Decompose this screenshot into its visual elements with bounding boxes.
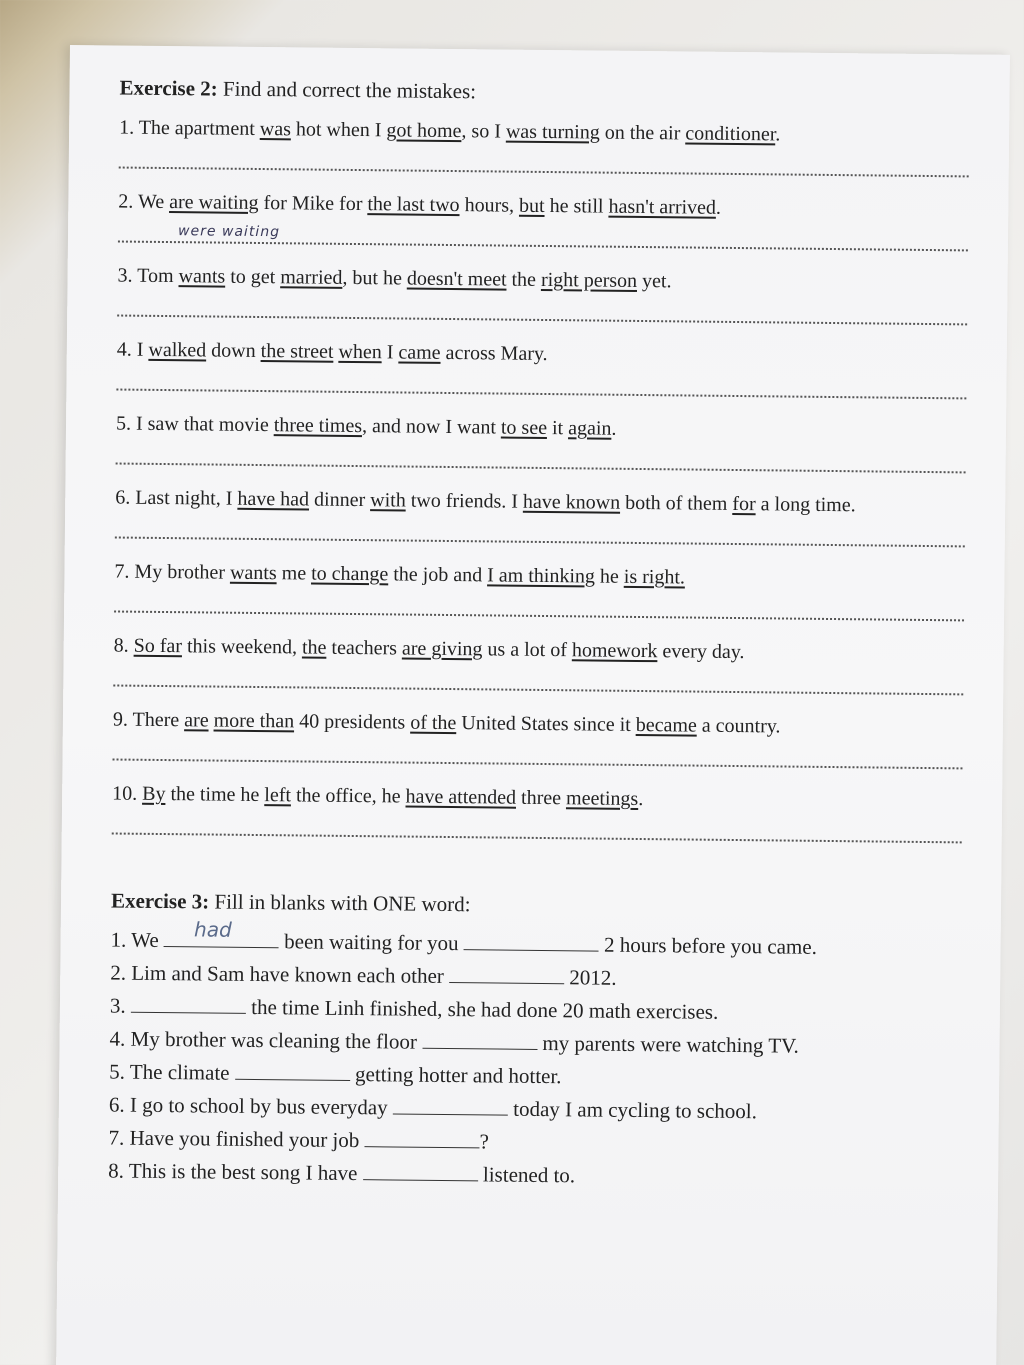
underlined-phrase: By [142, 782, 166, 806]
sentence-text: I [381, 341, 399, 364]
underlined-phrase: when [338, 340, 382, 364]
underlined-phrase: to see [500, 416, 548, 440]
sentence-text: 2 hours before you came. [598, 932, 818, 959]
sentence-text: 5. The climate [109, 1059, 235, 1085]
fill-blank[interactable] [131, 992, 246, 1014]
underlined-phrase: walked [148, 338, 207, 362]
sentence-text: two friends. I [405, 489, 524, 513]
underlined-phrase: came [398, 341, 441, 364]
sentence-text: today I am cycling to school. [507, 1096, 758, 1124]
exercise-2-list [112, 111, 970, 844]
fill-blank[interactable] [464, 929, 599, 951]
underlined-phrase: are giving [401, 637, 483, 661]
underlined-phrase: was turning [505, 120, 600, 144]
sentence-text: . [638, 787, 644, 811]
sentence-text: this weekend, [181, 635, 303, 659]
sentence-text: 8. This is the best song I have [108, 1158, 363, 1186]
underlined-phrase: have attended [405, 785, 517, 809]
sentence-text: me [276, 562, 312, 585]
underlined-phrase: again [568, 417, 612, 440]
underlined-phrase: hasn't arrived [608, 195, 717, 219]
underlined-phrase: have known [522, 490, 621, 514]
sentence-text: on the air [599, 121, 686, 145]
underlined-phrase: are [184, 709, 209, 732]
sentence-text: , and now I want [361, 415, 502, 439]
sentence-text: hours, [459, 194, 520, 217]
sentence-text: down [206, 339, 261, 363]
sentence-text: 6. I go to school by bus everyday [108, 1092, 394, 1120]
sentence-text: a long time. [755, 493, 856, 517]
fill-blank[interactable] [365, 1126, 480, 1148]
sentence-text: both of them [620, 491, 733, 515]
underlined-phrase: with [370, 489, 406, 512]
sentence-text: he still [544, 194, 609, 218]
fill-blank[interactable] [449, 962, 564, 984]
exercise-3-title [111, 888, 961, 922]
sentence-text: the time Linh finished, she had done 20 math exercises. [245, 994, 719, 1024]
exercise-3-list [108, 917, 961, 1196]
sentence-text: . [775, 123, 781, 146]
underlined-phrase: homework [571, 639, 658, 663]
sentence-text: hot when I [290, 118, 387, 142]
sentence-text: yet. [636, 269, 672, 293]
sentence-text: getting hotter and hotter. [349, 1061, 562, 1089]
underlined-phrase: I am thinking [487, 564, 596, 588]
underlined-phrase: the last two [367, 193, 460, 217]
sentence-text: 3. Tom [117, 264, 179, 288]
sentence-text: ? [479, 1129, 490, 1154]
underlined-phrase: for [732, 492, 756, 516]
underlined-phrase: So far [133, 634, 183, 658]
exercise-3-section [108, 888, 961, 1196]
worksheet-content [108, 76, 970, 1197]
sentence-text: he [594, 565, 624, 588]
underlined-phrase: have had [237, 487, 310, 511]
exercise-2-instruction: Find and correct the mistakes: [217, 76, 477, 104]
underlined-phrase: the street [260, 340, 334, 363]
exercise-2-title [119, 76, 969, 110]
sentence-text: listened to. [477, 1162, 576, 1188]
underlined-phrase: conditioner [685, 122, 776, 146]
underlined-phrase: left [264, 784, 292, 807]
sentence-text: the office, he [290, 784, 406, 808]
sentence-text: 10. [112, 782, 143, 805]
fill-blank[interactable] [363, 1159, 478, 1181]
sentence-text: the job and [388, 563, 488, 587]
sentence-text: every day. [657, 640, 745, 664]
underlined-phrase: wants [229, 561, 277, 585]
sentence-text: 2. Lim and Sam have known each other [110, 960, 450, 989]
exercise-3-instruction: Fill in blanks with ONE word: [209, 889, 471, 917]
sentence-text: 9. There [112, 708, 185, 732]
sentence-text: 7. My brother [114, 560, 231, 584]
sentence-text: United States since it [456, 712, 636, 736]
underlined-phrase: more than [213, 709, 295, 733]
sentence-text: us a lot of [482, 638, 573, 662]
handwritten-answer: were waiting [177, 223, 281, 241]
sentence-text: a country. [696, 714, 781, 738]
sentence-text: 7. Have you finished your job [108, 1125, 365, 1153]
sentence-text: 2. We [118, 190, 170, 214]
sentence-text: 3. [109, 993, 132, 1018]
underlined-phrase: three times [273, 414, 363, 438]
fill-blank[interactable] [235, 1059, 350, 1081]
sentence-text: , so I [461, 120, 507, 143]
exercise-3-label: Exercise 3: [110, 888, 210, 914]
sentence-text: for Mike for [258, 191, 368, 216]
sentence-text: been waiting for you [278, 929, 464, 956]
sentence-text: my parents were watching TV. [537, 1030, 799, 1058]
sentence-text: , but he [342, 266, 408, 290]
sentence-text: 2012. [563, 965, 617, 990]
sentence-text: teachers [326, 636, 403, 660]
sentence-text: three [515, 786, 567, 810]
underlined-phrase: doesn't meet [406, 267, 507, 291]
sentence-text: it [546, 417, 569, 440]
underlined-phrase: the [301, 636, 327, 659]
underlined-phrase: of the [410, 711, 457, 735]
fill-blank[interactable] [422, 1028, 537, 1050]
underlined-phrase: but [518, 194, 545, 217]
sentence-text: . [715, 196, 722, 219]
underlined-phrase: was [259, 117, 292, 141]
sentence-text: the [506, 268, 542, 291]
fill-blank[interactable] [393, 1093, 508, 1115]
exercise-2-label: Exercise 2: [119, 75, 218, 101]
underlined-phrase: right person [540, 268, 638, 292]
underlined-phrase: married [280, 266, 343, 289]
underlined-phrase: got home [386, 119, 462, 143]
sentence-text: 5. I saw that movie [115, 412, 274, 437]
sentence-text: 1. The apartment [119, 116, 260, 140]
underlined-phrase: wants [178, 265, 226, 288]
sentence-text: to get [225, 265, 281, 289]
sentence-text: 4. My brother was cleaning the floor [109, 1026, 423, 1054]
handwritten-answer: had [193, 917, 232, 942]
sentence-text: 4. I [116, 338, 149, 361]
sentence-text: 40 presidents [294, 710, 411, 734]
sentence-text: across Mary. [440, 341, 548, 366]
underlined-phrase: to change [311, 562, 389, 586]
sentence-text: 8. [113, 634, 134, 657]
underlined-phrase: became [635, 713, 697, 737]
sentence-text: . [611, 417, 617, 440]
sentence-text: 6. Last night, I [115, 486, 238, 510]
fill-blank[interactable] [164, 917, 279, 948]
underlined-phrase: is right. [623, 565, 686, 589]
underlined-phrase: are waiting [169, 191, 259, 214]
underlined-phrase: meetings [565, 787, 639, 810]
sentence-text: the time he [165, 783, 265, 807]
worksheet-page [56, 45, 1010, 1365]
sentence-text: dinner [308, 488, 371, 512]
sentence-text: 1. We [110, 927, 165, 953]
